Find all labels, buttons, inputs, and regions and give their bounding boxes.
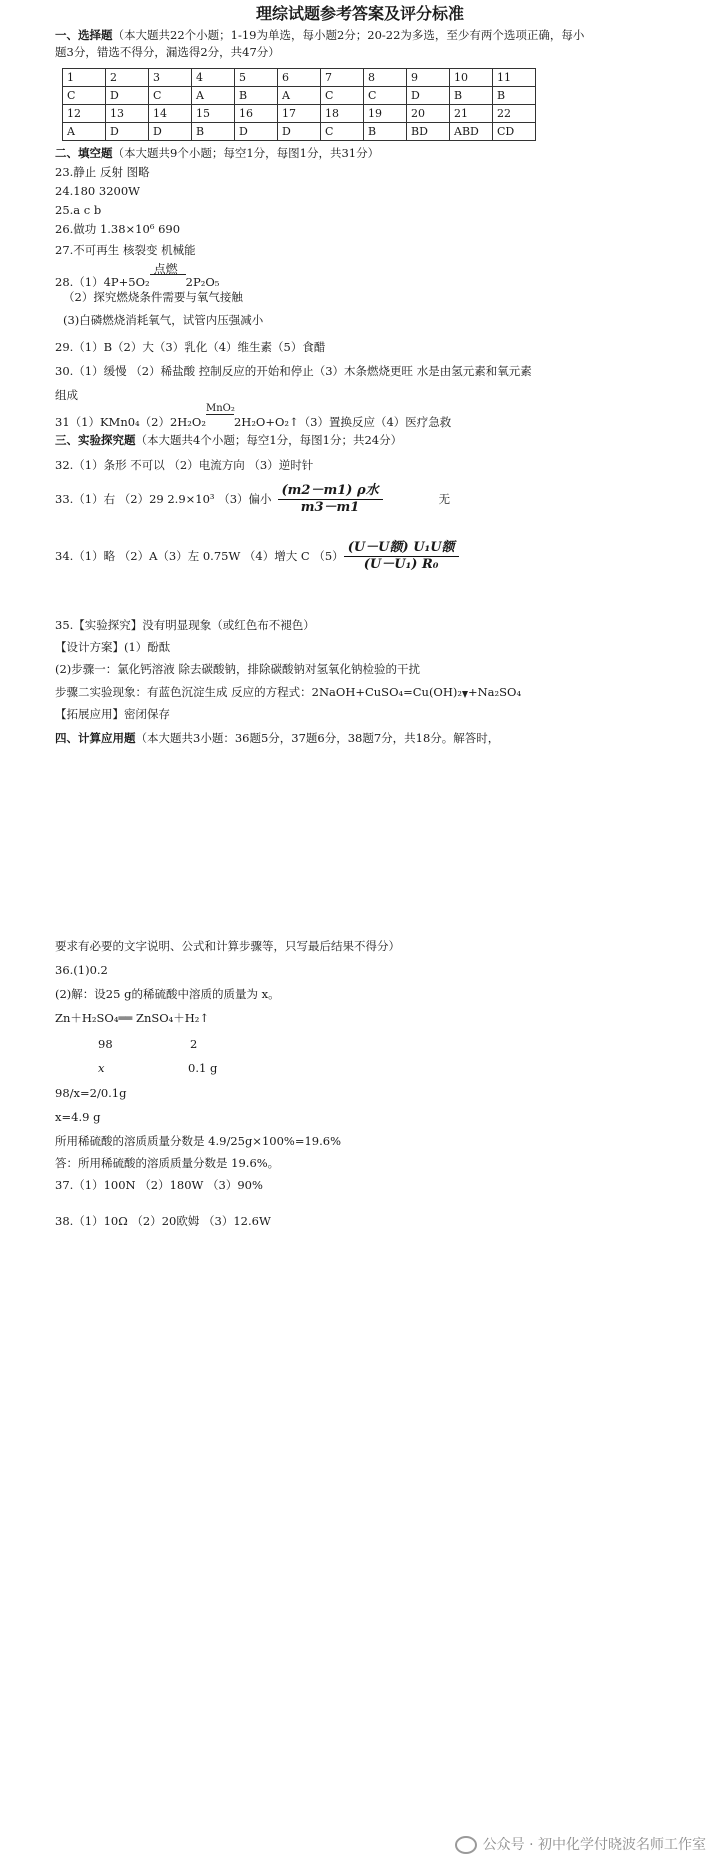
answer-q36-1: 36.(1)0.2	[55, 963, 108, 977]
table-cell: 2	[106, 69, 149, 87]
q36-ratio: 98/x=2/0.1g	[55, 1086, 127, 1100]
table-cell: D	[106, 87, 149, 105]
table-row	[63, 87, 536, 105]
table-cell: 5	[235, 69, 278, 87]
table-cell: C	[149, 87, 192, 105]
answer-q37: 37.（1）100N （2）180W （3）90%	[55, 1178, 263, 1192]
q34-denominator: (U－U₁) R₀	[363, 557, 439, 573]
answer-q24: 24.180 3200W	[55, 184, 140, 198]
table-cell: B	[493, 87, 536, 105]
answer-q36-2: (2)解：设25 g的稀硫酸中溶质的质量为 x。	[55, 987, 280, 1001]
section-2-heading: 二、填空题	[55, 146, 113, 160]
section-3-heading: 三、实验探究题	[55, 433, 136, 447]
q36-result: x=4.9 g	[55, 1110, 101, 1124]
table-cell: 11	[493, 69, 536, 87]
table-row	[63, 69, 536, 87]
table-cell: 6	[278, 69, 321, 87]
q33-denominator: m3－m1	[300, 500, 360, 516]
table-cell: 9	[407, 69, 450, 87]
table-cell: 21	[450, 105, 493, 123]
q36-mass-zn: 98	[98, 1037, 113, 1051]
q34-formula	[344, 540, 459, 574]
table-cell: B	[235, 87, 278, 105]
table-cell: ABD	[450, 123, 493, 141]
answer-q29: 29.（1）B（2）大（3）乳化（4）维生素（5）食醋	[55, 340, 326, 354]
table-row	[63, 105, 536, 123]
section-2-header	[55, 146, 379, 160]
answer-q32: 32.（1）条形 不可以 （2）电流方向 （3）逆时针	[55, 458, 314, 472]
table-cell: D	[149, 123, 192, 141]
table-cell: D	[106, 123, 149, 141]
q35-3-right: +Na₂SO₄	[467, 685, 522, 699]
q36-equation: Zn＋H₂SO₄══ ZnSO₄＋H₂↑	[55, 1011, 210, 1025]
table-cell: 8	[364, 69, 407, 87]
q36-percentage: 所用稀硫酸的溶质质量分数是 4.9/25g×100%=19.6%	[55, 1134, 341, 1148]
table-cell: 10	[450, 69, 493, 87]
answer-q35-design: 【设计方案】(1）酚酞	[55, 640, 171, 654]
table-cell: 14	[149, 105, 192, 123]
answer-q38: 38.（1）10Ω （2）20欧姆 （3）12.6W	[55, 1214, 271, 1228]
q28-condition-line	[150, 262, 186, 289]
answer-q35: 35.【实验探究】没有明显现象（或红色布不褪色）	[55, 618, 315, 632]
table-cell: B	[192, 123, 235, 141]
q36-answer: 答：所用稀硫酸的溶质质量分数是 19.6%。	[55, 1156, 280, 1170]
table-cell: CD	[493, 123, 536, 141]
section-4-header	[55, 731, 499, 745]
wechat-icon	[455, 1836, 477, 1854]
answer-q35-ext: 【拓展应用】密闭保存	[55, 707, 170, 721]
answer-q28-2: （2）探究燃烧条件需要与氧气接触	[63, 290, 243, 304]
q31-left: 31（1）KMn0₄（2）2H₂O₂	[55, 415, 206, 429]
section-1-desc-2: 题3分，错选不得分，漏选得2分，共47分）	[55, 45, 280, 59]
answer-q28	[55, 262, 220, 289]
table-cell: C	[321, 87, 364, 105]
table-row	[63, 123, 536, 141]
q35-3-left: 步骤二实验现象：有蓝色沉淀生成 反应的方程式：2NaOH+CuSO₄=Cu(OH)₂	[55, 685, 462, 699]
answer-q23: 23.静止 反射 图略	[55, 165, 150, 179]
q33-numerator: (m2－m1) ρ水	[278, 483, 383, 500]
answer-q26: 26.做功 1.38×10⁶ 690	[55, 222, 181, 236]
section-4-desc-2: 要求有必要的文字说明、公式和计算步骤等，只写最后结果不得分）	[55, 939, 400, 953]
q28-left: 28.（1）4P+5O₂	[55, 275, 150, 289]
table-cell: 17	[278, 105, 321, 123]
table-cell: D	[278, 123, 321, 141]
table-cell: 20	[407, 105, 450, 123]
q28-right: 2P₂O₅	[185, 275, 220, 289]
q33-left: 33.（1）右 （2）29 2.9×10³ （3）偏小	[55, 491, 272, 506]
q34-left: 34.（1）略 （2）A（3）左 0.75W （4）增大 C （5）	[55, 548, 344, 563]
q36-h2-mass: 0.1 g	[188, 1061, 218, 1075]
answer-q34	[55, 540, 459, 574]
table-cell: 18	[321, 105, 364, 123]
q31-catalyst-line	[205, 403, 235, 429]
table-cell: 7	[321, 69, 364, 87]
section-2-desc: （本大题共9个小题；每空1分，每图1分，共31分）	[112, 146, 380, 160]
q33-formula	[278, 483, 383, 517]
table-cell: C	[321, 123, 364, 141]
answer-q30: 30.（1）缓慢 （2）稀盐酸 控制反应的开始和停止（3）木条燃烧更旺 水是由氢元素和氧元素	[55, 364, 532, 378]
table-cell: A	[192, 87, 235, 105]
answer-q25: 25.a c b	[55, 203, 102, 217]
watermark-text: 公众号 · 初中化学付晓波名师工作室	[482, 1837, 706, 1853]
section-4-desc: （本大题共3小题：36题5分，37题6分，38题7分，共18分。解答时，	[135, 731, 500, 745]
watermark	[455, 1836, 706, 1855]
table-cell: 13	[106, 105, 149, 123]
table-cell: C	[364, 87, 407, 105]
table-cell: C	[63, 87, 106, 105]
q28-condition: 点燃	[153, 262, 178, 276]
q34-numerator: (U－U额) U₁U额	[344, 540, 459, 557]
answer-q27: 27.不可再生 核裂变 机械能	[55, 243, 196, 257]
q31-catalyst: MnO₂	[205, 403, 235, 414]
table-cell: 19	[364, 105, 407, 123]
section-4-heading: 四、计算应用题	[55, 731, 136, 745]
section-3-desc: （本大题共4个小题；每空1分，每图1分；共24分）	[135, 433, 403, 447]
answer-q30-2: 组成	[55, 388, 78, 402]
answer-q28-3: (3)白磷燃烧消耗氧气，试管内压强减小	[63, 313, 264, 327]
table-cell: 1	[63, 69, 106, 87]
table-cell: B	[364, 123, 407, 141]
table-cell: 3	[149, 69, 192, 87]
table-cell: A	[63, 123, 106, 141]
page-title: 理综试题参考答案及评分标准	[255, 4, 464, 23]
table-cell: 22	[493, 105, 536, 123]
table-cell: 12	[63, 105, 106, 123]
answer-table	[62, 68, 536, 141]
section-1-header	[55, 28, 584, 42]
section-3-header	[55, 433, 402, 447]
q36-mass-h2: 2	[190, 1037, 198, 1051]
answer-q33	[55, 483, 450, 517]
table-cell: 16	[235, 105, 278, 123]
table-cell: 15	[192, 105, 235, 123]
answer-q35-3	[55, 685, 521, 699]
table-cell: D	[235, 123, 278, 141]
answer-q35-2: (2)步骤一：氯化钙溶液 除去碳酸钠，排除碳酸钠对氢氧化钠检验的干扰	[55, 662, 420, 676]
q31-right: 2H₂O+O₂↑（3）置换反应（4）医疗急救	[233, 415, 452, 429]
table-cell: BD	[407, 123, 450, 141]
table-cell: A	[278, 87, 321, 105]
table-cell: 4	[192, 69, 235, 87]
table-cell: D	[407, 87, 450, 105]
section-1-heading: 一、选择题	[55, 28, 113, 42]
answer-q31	[55, 403, 452, 429]
section-1-desc: （本大题共22个小题；1-19为单选，每小题2分；20-22为多选，至少有两个选项正确，每小	[112, 28, 585, 42]
q33-right: 无	[438, 491, 451, 506]
table-cell: B	[450, 87, 493, 105]
q36-unknown: x	[98, 1061, 105, 1075]
